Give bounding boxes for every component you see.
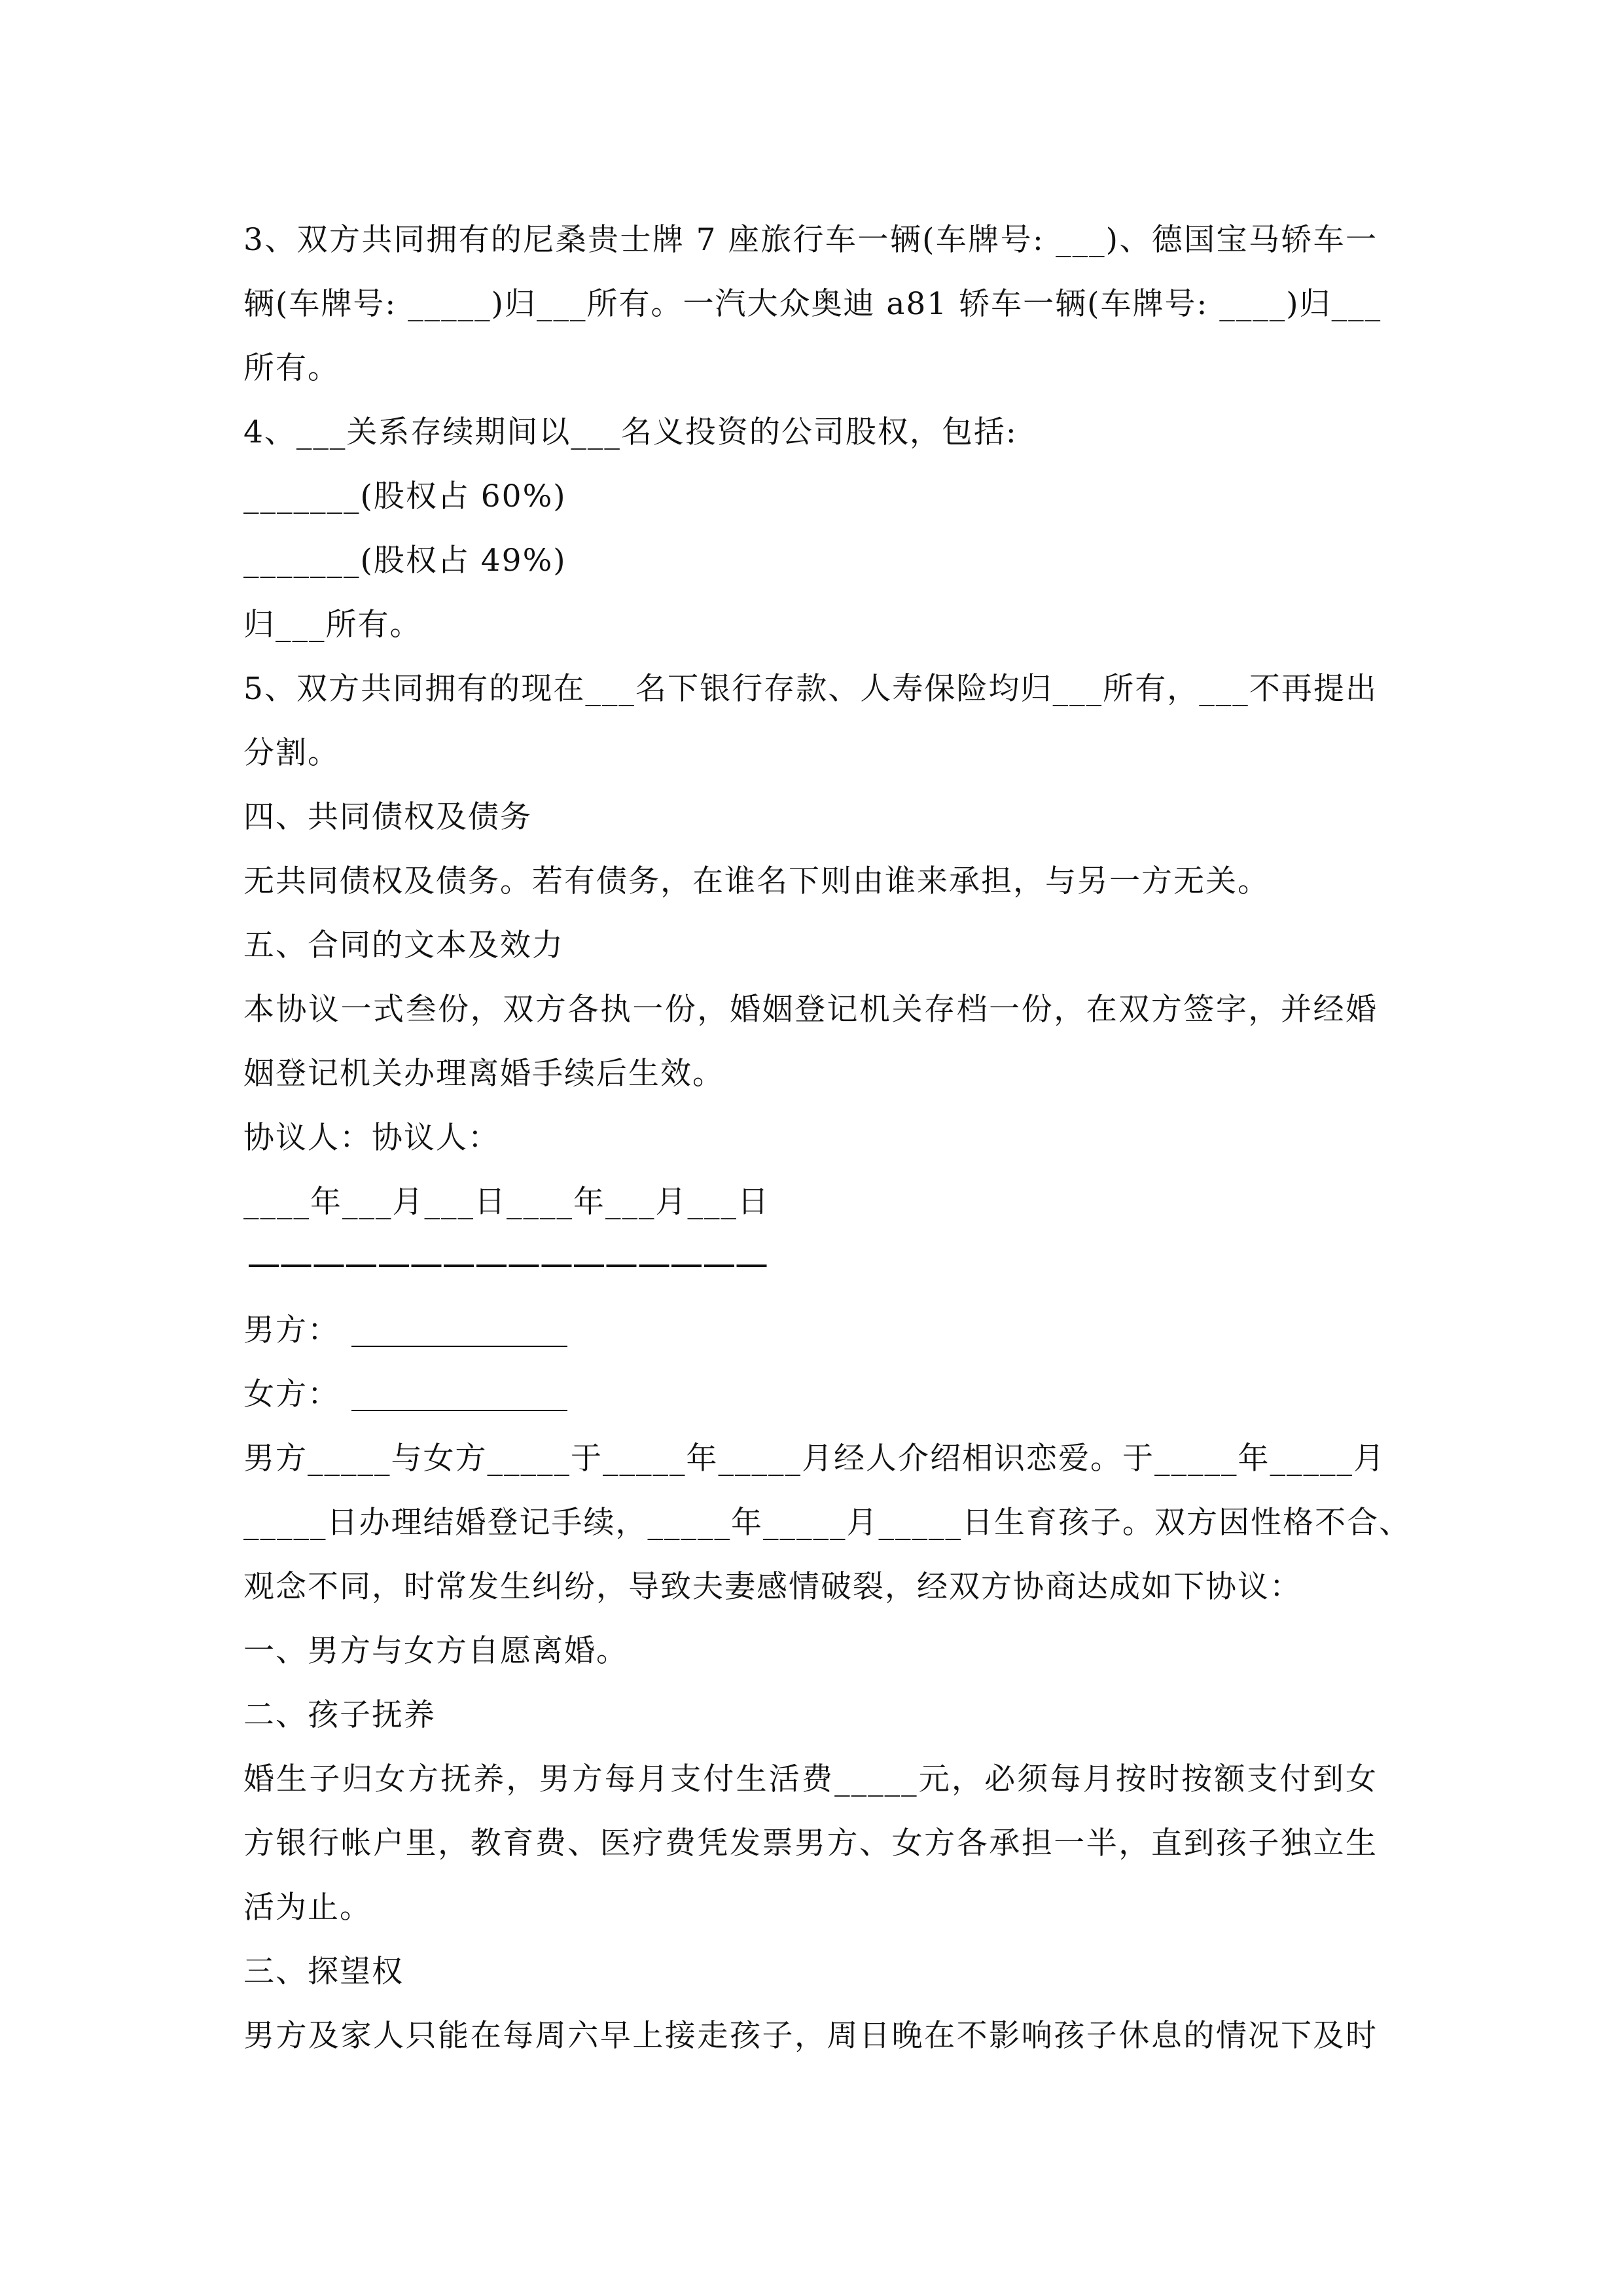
text-line: 五、合同的文本及效力 <box>243 927 564 963</box>
text-line: _____日办理结婚登记手续，_____年_____月_____日生育孩子。双方因性格不合、 <box>243 1505 1411 1541</box>
text-line: 辆(车牌号: _____)归___所有。一汽大众奥迪 a81 轿车一辆(车牌号: ____)归___ <box>243 286 1382 322</box>
text-line: ____年___月___日____年___月___日 <box>243 1184 770 1220</box>
text-line: 归___所有。 <box>243 607 422 643</box>
document-page <box>243 208 1411 2068</box>
text-line: 4、___关系存续期间以___名义投资的公司股权，包括: <box>243 414 1018 450</box>
signature-male-blank <box>351 1319 567 1347</box>
text-line: 一、男方与女方自愿离婚。 <box>243 1633 628 1669</box>
text-line: 协议人：协议人： <box>243 1120 500 1156</box>
text-line: _______(股权占 60%) <box>243 478 567 514</box>
text-line: 5、双方共同拥有的现在___名下银行存款、人寿保险均归___所有，___不再提出 <box>243 671 1378 707</box>
text-line: _______(股权占 49%) <box>243 543 567 579</box>
text-line: 婚生子归女方抚养，男方每月支付生活费_____元，必须每月按时按额支付到女 <box>243 1761 1378 1797</box>
text-line: 方银行帐户里，教育费、医疗费凭发票男方、女方各承担一半，直到孩子独立生 <box>243 1825 1378 1861</box>
text-line: 四、共同债权及债务 <box>243 799 532 835</box>
document-body-part2 <box>243 1427 1411 2068</box>
document-body-part1 <box>243 208 1382 1234</box>
text-line: 所有。 <box>243 350 340 386</box>
text-line: 男方及家人只能在每周六早上接走孩子，周日晚在不影响孩子休息的情况下及时 <box>243 2018 1378 2054</box>
text-line: 姻登记机关办理离婚手续后生效。 <box>243 1056 724 1092</box>
text-line: 三、探望权 <box>243 1954 404 1990</box>
text-line: 男方_____与女方_____于_____年_____月经人介绍相识恋爱。于_____年_____月 <box>243 1441 1385 1477</box>
signature-female-blank <box>351 1384 567 1411</box>
text-line: 活为止。 <box>243 1890 372 1926</box>
text-line: 二、孩子抚养 <box>243 1697 436 1733</box>
signature-male-label: 男方： <box>243 1312 340 1348</box>
signature-male <box>243 1299 1382 1363</box>
signature-female-label: 女方： <box>243 1376 340 1412</box>
text-line: 观念不同，时常发生纠纷，导致夫妻感情破裂，经双方协商达成如下协议： <box>243 1569 1302 1605</box>
text-line: 本协议一式叁份，双方各执一份，婚姻登记机关存档一份，在双方签字，并经婚 <box>243 992 1378 1028</box>
text-line: 3、双方共同拥有的尼桑贵士牌 7 座旅行车一辆(车牌号: ___)、德国宝马轿车一 <box>243 222 1378 258</box>
text-line: 分割。 <box>243 735 340 771</box>
text-line: 无共同债权及债务。若有债务，在谁名下则由谁来承担，与另一方无关。 <box>243 863 1270 899</box>
separator-line <box>243 1234 1382 1299</box>
separator-dashes <box>249 1265 769 1267</box>
signature-female <box>243 1363 1382 1427</box>
